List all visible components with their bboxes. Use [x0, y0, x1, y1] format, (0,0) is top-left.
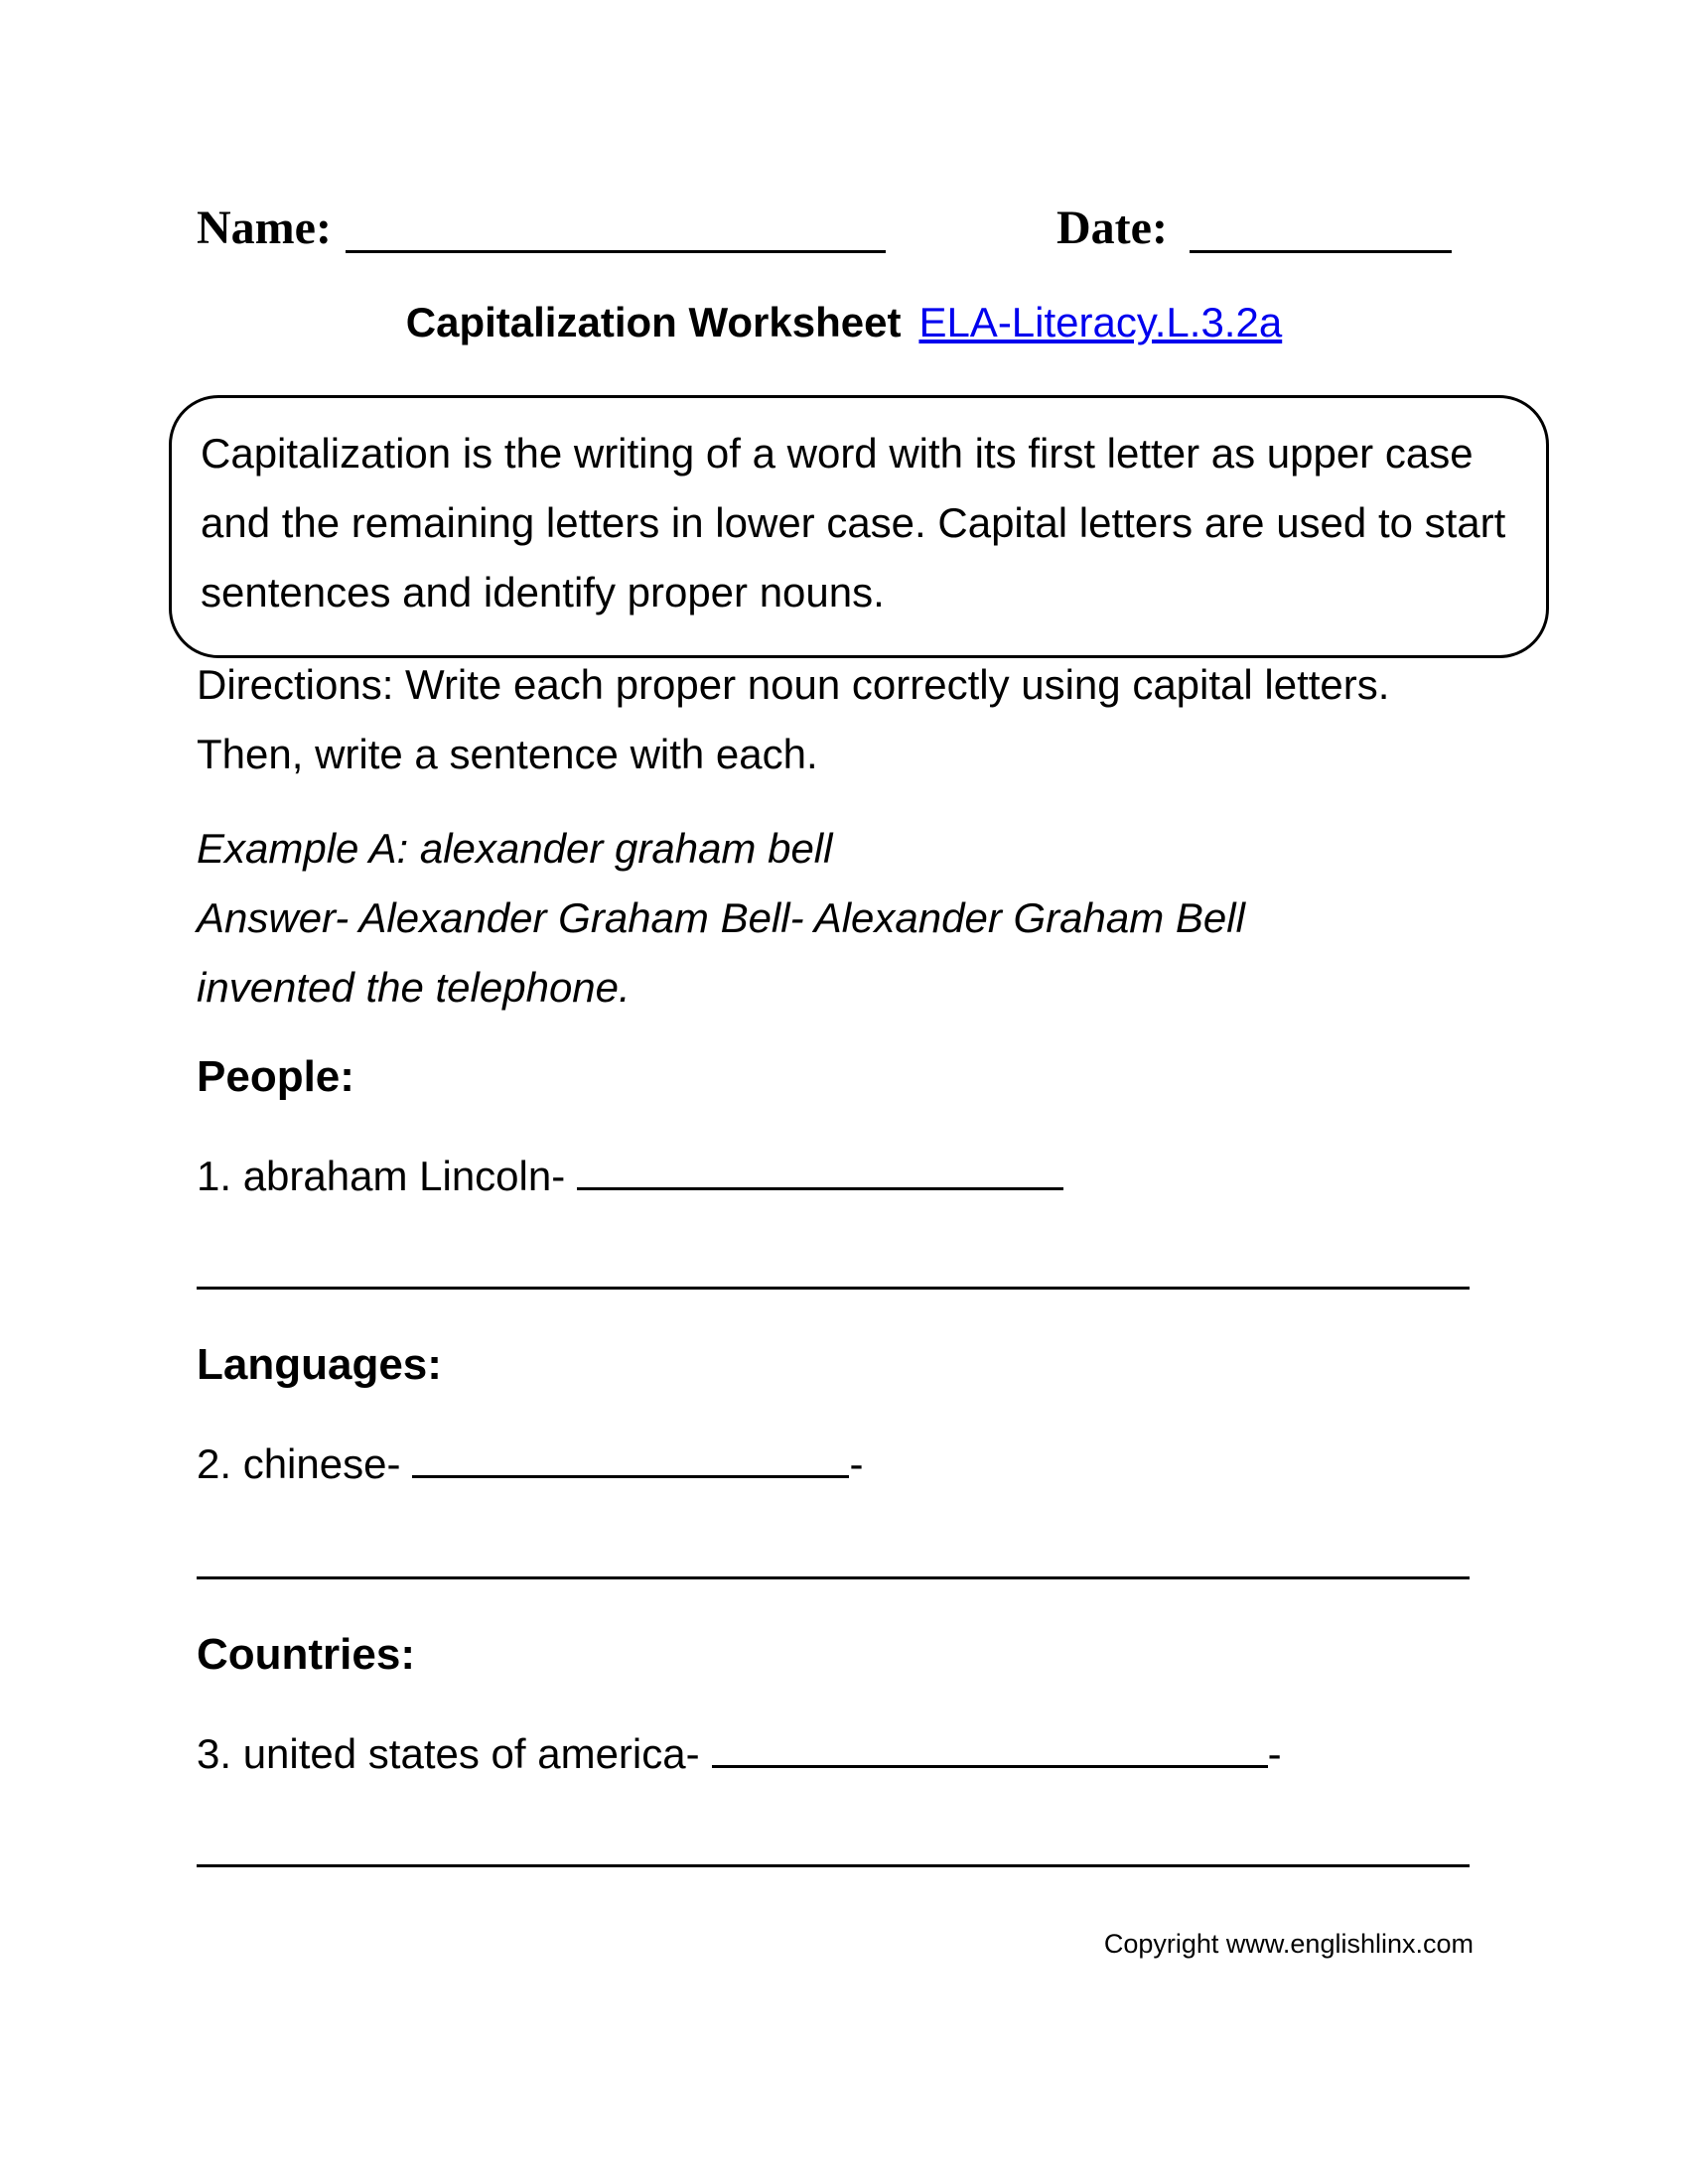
question-3 — [197, 1721, 1282, 1784]
question-2-suffix: - — [849, 1440, 864, 1487]
question-1-text: 1. abraham Lincoln- — [197, 1153, 566, 1199]
name-field[interactable] — [346, 250, 886, 253]
example-block — [197, 814, 1487, 1023]
worksheet-title — [0, 296, 1688, 349]
title-text: Capitalization Worksheet — [405, 299, 902, 345]
question-2-text: 2. chinese- — [197, 1440, 401, 1487]
definition-text: Capitalization is the writing of a word with its first letter as upper case and the remaining letters in lower case. Capital letters are used to start sentences and identify proper nouns. — [201, 430, 1506, 615]
example-answer-cont: invented the telephone. — [197, 964, 631, 1011]
standard-link[interactable]: ELA-Literacy.L.3.2a — [918, 299, 1283, 345]
name-label: Name: — [197, 202, 332, 254]
section-heading-people: People: — [197, 1052, 354, 1101]
date-field[interactable] — [1190, 250, 1452, 253]
question-3-text: 3. united states of america- — [197, 1730, 700, 1777]
copyright-text: Copyright www.englishlinx.com — [1103, 1929, 1474, 1959]
sentence-3-line[interactable] — [197, 1864, 1470, 1867]
sentence-1-line[interactable] — [197, 1287, 1470, 1290]
date-label: Date: — [1056, 202, 1168, 254]
question-2 — [197, 1432, 863, 1494]
example-prompt: Example A: alexander graham bell — [197, 825, 833, 872]
section-heading-countries: Countries: — [197, 1630, 415, 1679]
answer-1-blank[interactable] — [577, 1144, 1063, 1190]
example-answer: Answer- Alexander Graham Bell- Alexander Graham Bell — [197, 894, 1245, 941]
name-date-header — [197, 199, 1458, 258]
directions-text: Directions: Write each proper noun correctly using capital letters. Then, write a sentence with each. — [197, 661, 1390, 777]
section-heading-languages: Languages: — [197, 1340, 442, 1389]
sentence-2-line[interactable] — [197, 1576, 1470, 1579]
answer-3-blank[interactable] — [712, 1721, 1268, 1768]
question-1 — [197, 1144, 1063, 1206]
answer-2-blank[interactable] — [412, 1432, 849, 1478]
question-3-suffix: - — [1267, 1730, 1282, 1777]
